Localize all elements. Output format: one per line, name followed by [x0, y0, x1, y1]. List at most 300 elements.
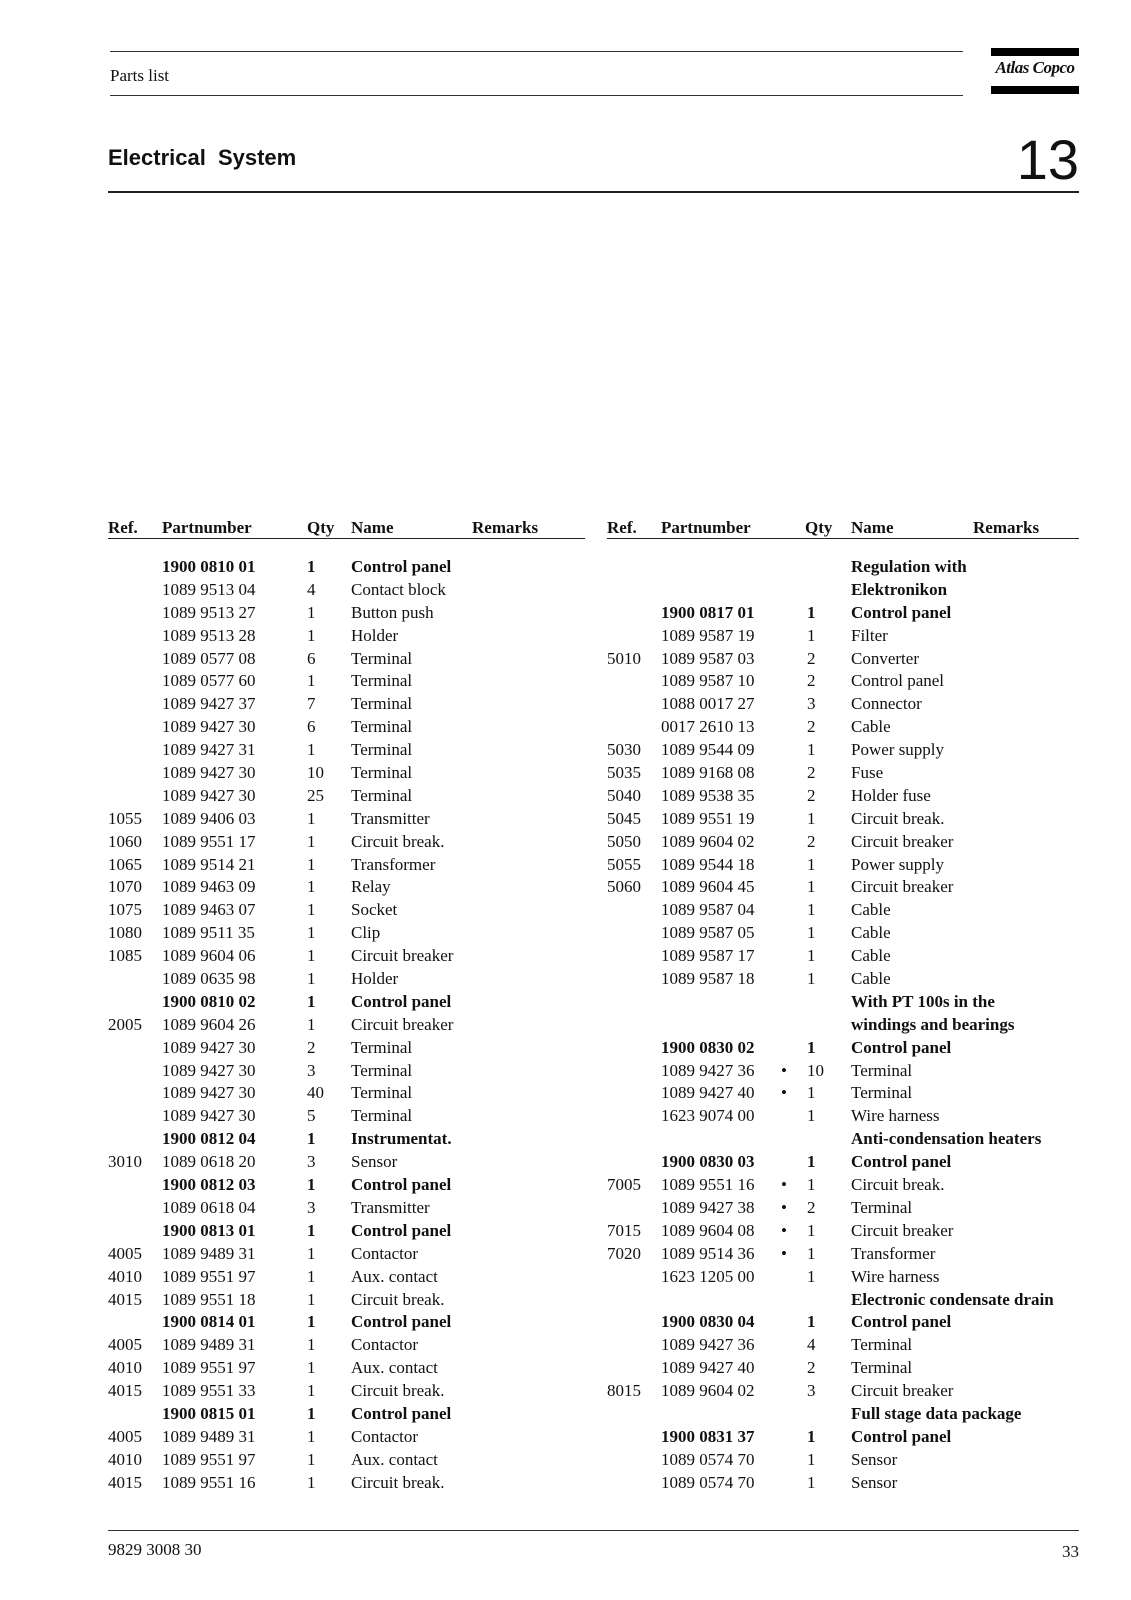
- qty-cell: 3: [807, 694, 816, 714]
- part-number-cell: 1623 9074 00: [661, 1106, 755, 1126]
- ref-cell: 7005: [607, 1175, 641, 1195]
- table-row: [108, 739, 585, 762]
- qty-cell: 1: [807, 740, 816, 760]
- part-number-cell: 1089 9427 30: [162, 1037, 256, 1057]
- ref-cell: 4005: [108, 1426, 142, 1446]
- part-number-cell: 1900 0813 01: [162, 1220, 256, 1240]
- name-cell: Circuit breaker: [351, 1014, 454, 1034]
- table-row: [607, 1289, 1079, 1312]
- table-row: [607, 831, 1079, 854]
- table-row: [607, 785, 1079, 808]
- table-row: [108, 1220, 585, 1243]
- part-number-cell: 1089 0618 04: [162, 1197, 256, 1217]
- part-number-cell: 1089 9538 35: [661, 785, 755, 805]
- table-header-left: [108, 514, 585, 539]
- header-bottom-rule: [110, 95, 963, 96]
- part-number-cell: 1089 9168 08: [661, 763, 755, 783]
- part-number-cell: 1089 9489 31: [162, 1335, 256, 1355]
- qty-cell: 1: [307, 969, 316, 989]
- name-cell: Sensor: [851, 1449, 898, 1469]
- name-cell: Aux. contact: [351, 1358, 438, 1378]
- name-cell: Instrumentat.: [351, 1129, 452, 1149]
- name-cell: Holder: [351, 625, 399, 645]
- table-row: [607, 1060, 1079, 1083]
- header-label: Parts list: [110, 66, 170, 85]
- name-cell: Power supply: [851, 854, 945, 874]
- ref-cell: 1075: [108, 900, 142, 920]
- part-number-cell: 1089 9587 18: [661, 969, 755, 989]
- name-cell: Circuit breaker: [851, 1381, 954, 1401]
- part-number-cell: 1089 9587 17: [661, 946, 755, 966]
- qty-cell: 1: [307, 671, 316, 691]
- qty-cell: 1: [307, 808, 316, 828]
- qty-cell: 1: [307, 1220, 316, 1240]
- name-cell: Terminal: [851, 1358, 913, 1378]
- table-row: [108, 556, 585, 579]
- part-number-cell: 1089 9463 09: [162, 877, 256, 897]
- part-number-cell: 1089 9514 21: [162, 854, 256, 874]
- name-cell: Holder: [351, 969, 399, 989]
- table-row: [108, 1403, 585, 1426]
- name-cell: Sensor: [351, 1152, 398, 1172]
- header-top-rule: [110, 51, 963, 52]
- qty-cell: 2: [807, 763, 816, 783]
- name-cell: Cable: [851, 717, 891, 737]
- qty-cell: 1: [807, 808, 816, 828]
- name-cell: Transformer: [851, 1243, 936, 1263]
- table-row: [108, 991, 585, 1014]
- table-row: [108, 1105, 585, 1128]
- col-part-header: Partnumber: [661, 518, 751, 537]
- name-cell: Power supply: [851, 740, 945, 760]
- table-row: [108, 1174, 585, 1197]
- name-cell: Cable: [851, 969, 891, 989]
- qty-cell: 2: [807, 831, 816, 851]
- name-cell: Filter: [851, 625, 888, 645]
- name-cell: Cable: [851, 923, 891, 943]
- table-row: [607, 1357, 1079, 1380]
- col-name-header: Name: [851, 518, 894, 537]
- table-row: [607, 1151, 1079, 1174]
- ref-cell: 1060: [108, 831, 142, 851]
- table-row: [607, 1334, 1079, 1357]
- part-number-cell: 1089 9513 04: [162, 579, 256, 599]
- name-cell: Circuit breaker: [851, 831, 954, 851]
- table-row: [108, 716, 585, 739]
- name-cell: Control panel: [851, 1037, 952, 1057]
- table-row: [607, 1266, 1079, 1289]
- table-row: [108, 602, 585, 625]
- parts-table-right: [607, 514, 1079, 1495]
- name-cell: Relay: [351, 877, 391, 897]
- qty-cell: 1: [807, 1220, 816, 1240]
- table-row: [607, 945, 1079, 968]
- qty-cell: 1: [307, 1426, 316, 1446]
- ref-cell: 5030: [607, 740, 641, 760]
- name-cell: Transmitter: [351, 1197, 430, 1217]
- name-cell: Circuit break.: [351, 1381, 445, 1401]
- qty-cell: 1: [807, 1426, 816, 1446]
- ref-cell: 3010: [108, 1152, 142, 1172]
- table-row: [108, 808, 585, 831]
- part-number-cell: 1089 9551 19: [661, 808, 755, 828]
- qty-cell: 1: [807, 923, 816, 943]
- table-row: [607, 602, 1079, 625]
- qty-cell: 2: [807, 648, 816, 668]
- table-row: [108, 693, 585, 716]
- table-row: [607, 1380, 1079, 1403]
- qty-cell: 1: [807, 602, 816, 622]
- table-row: [108, 1197, 585, 1220]
- qty-cell: 2: [807, 1197, 816, 1217]
- part-number-cell: 1089 9427 36: [661, 1335, 755, 1355]
- table-row: [607, 762, 1079, 785]
- qty-cell: 1: [307, 1403, 316, 1423]
- name-cell: Terminal: [351, 717, 413, 737]
- part-number-cell: 1089 9427 40: [661, 1358, 755, 1378]
- qty-cell: 1: [307, 1266, 316, 1286]
- part-number-cell: 1900 0830 04: [661, 1312, 755, 1332]
- col-ref-header: Ref.: [607, 518, 637, 537]
- table-row: [607, 899, 1079, 922]
- table-row: [108, 1357, 585, 1380]
- name-cell: Transformer: [351, 854, 436, 874]
- name-cell: Contact block: [351, 579, 446, 599]
- qty-cell: 1: [807, 900, 816, 920]
- part-number-cell: 0017 2610 13: [661, 717, 755, 737]
- part-number-cell: 1089 0577 60: [162, 671, 256, 691]
- qty-cell: 1: [307, 1472, 316, 1492]
- part-number-cell: 1900 0817 01: [661, 602, 755, 622]
- name-cell: Control panel: [351, 1220, 452, 1240]
- bullet-marker: •: [781, 1060, 787, 1080]
- ref-cell: 1055: [108, 808, 142, 828]
- ref-cell: 4010: [108, 1266, 142, 1286]
- part-number-cell: 1089 0574 70: [661, 1472, 755, 1492]
- table-row: [108, 1128, 585, 1151]
- part-number-cell: 1089 9427 36: [661, 1060, 755, 1080]
- qty-cell: 10: [307, 763, 324, 783]
- table-row: [607, 739, 1079, 762]
- table-row: [108, 899, 585, 922]
- ref-cell: 1080: [108, 923, 142, 943]
- table-row: [607, 808, 1079, 831]
- name-cell: Circuit breaker: [351, 946, 454, 966]
- parts-table-left: [108, 514, 585, 1495]
- name-cell: Terminal: [351, 1083, 413, 1103]
- part-number-cell: 1900 0810 02: [162, 991, 256, 1011]
- ref-cell: 5050: [607, 831, 641, 851]
- col-qty-header: Qty: [307, 518, 335, 537]
- qty-cell: 1: [307, 877, 316, 897]
- name-cell: Circuit break.: [351, 1472, 445, 1492]
- name-cell: Control panel: [851, 602, 952, 622]
- part-number-cell: 1900 0831 37: [661, 1426, 755, 1446]
- qty-cell: 1: [307, 740, 316, 760]
- part-number-cell: 1089 0577 08: [162, 648, 256, 668]
- part-number-cell: 1089 9513 28: [162, 625, 256, 645]
- qty-cell: 1: [307, 557, 316, 576]
- qty-cell: 1: [307, 1381, 316, 1401]
- qty-cell: 1: [307, 831, 316, 851]
- table-row: [108, 876, 585, 899]
- part-number-cell: 1089 9587 05: [661, 923, 755, 943]
- qty-cell: 1: [307, 1449, 316, 1469]
- part-number-cell: 1089 9587 19: [661, 625, 755, 645]
- name-cell: Circuit break.: [351, 1289, 445, 1309]
- name-cell: Terminal: [351, 763, 413, 783]
- part-number-cell: 1089 9587 03: [661, 648, 755, 668]
- part-number-cell: 1089 0574 70: [661, 1449, 755, 1469]
- part-number-cell: 1089 9427 30: [162, 785, 256, 805]
- part-number-cell: 1089 9551 16: [661, 1175, 755, 1195]
- ref-cell: 4005: [108, 1335, 142, 1355]
- table-row: [607, 693, 1079, 716]
- table-row: [108, 1472, 585, 1495]
- table-row: [607, 670, 1079, 693]
- table-row: [607, 922, 1079, 945]
- name-cell: Terminal: [851, 1197, 913, 1217]
- name-cell: Terminal: [351, 1037, 413, 1057]
- table-row: [108, 1014, 585, 1037]
- section-number: 13: [1016, 128, 1079, 191]
- qty-cell: 1: [807, 1472, 816, 1492]
- qty-cell: 1: [807, 877, 816, 897]
- table-row: [108, 762, 585, 785]
- name-cell: windings and bearings: [851, 1014, 1015, 1034]
- part-number-cell: 1089 9604 02: [661, 831, 755, 851]
- bullet-marker: •: [781, 1175, 787, 1195]
- ref-cell: 5060: [607, 877, 641, 897]
- qty-cell: 1: [307, 923, 316, 943]
- qty-cell: 6: [307, 717, 316, 737]
- name-cell: Control panel: [351, 557, 452, 576]
- part-number-cell: 1089 9463 07: [162, 900, 256, 920]
- logo-top-bar: [991, 48, 1079, 56]
- part-number-cell: 1089 9427 30: [162, 717, 256, 737]
- table-row: [607, 1174, 1079, 1197]
- table-row: [108, 1266, 585, 1289]
- table-row: [607, 1037, 1079, 1060]
- table-row: [607, 1311, 1079, 1334]
- ref-cell: 1065: [108, 854, 142, 874]
- qty-cell: 2: [307, 1037, 316, 1057]
- ref-cell: 5035: [607, 763, 641, 783]
- table-row: [607, 1449, 1079, 1472]
- part-number-cell: 1089 0618 20: [162, 1152, 256, 1172]
- name-cell: Control panel: [851, 671, 945, 691]
- qty-cell: 4: [307, 579, 316, 599]
- part-number-cell: 1089 9427 38: [661, 1197, 755, 1217]
- qty-cell: 1: [807, 1312, 816, 1332]
- part-number-cell: 1089 9587 10: [661, 671, 755, 691]
- part-number-cell: 1089 9587 04: [661, 900, 755, 920]
- qty-cell: 1: [307, 1175, 316, 1195]
- part-number-cell: 1088 0017 27: [661, 694, 755, 714]
- ref-cell: 1085: [108, 946, 142, 966]
- name-cell: Regulation with: [851, 557, 967, 576]
- table-row: [607, 991, 1079, 1014]
- part-number-cell: 1089 9427 40: [661, 1083, 755, 1103]
- table-row: [108, 1311, 585, 1334]
- qty-cell: 1: [307, 900, 316, 920]
- qty-cell: 2: [807, 717, 816, 737]
- qty-cell: 1: [807, 1266, 816, 1286]
- name-cell: Holder fuse: [851, 785, 931, 805]
- qty-cell: 3: [307, 1197, 316, 1217]
- name-cell: Fuse: [851, 763, 884, 783]
- name-cell: Terminal: [851, 1083, 913, 1103]
- qty-cell: 1: [807, 625, 816, 645]
- name-cell: Socket: [351, 900, 398, 920]
- col-remarks-header: Remarks: [472, 518, 539, 537]
- name-cell: Full stage data package: [851, 1403, 1022, 1423]
- name-cell: Anti-condensation heaters: [851, 1129, 1042, 1149]
- part-number-cell: 1089 9514 36: [661, 1243, 755, 1263]
- qty-cell: 1: [307, 1014, 316, 1034]
- qty-cell: 1: [807, 854, 816, 874]
- table-row: [108, 1426, 585, 1449]
- qty-cell: 6: [307, 648, 316, 668]
- ref-cell: 4015: [108, 1472, 142, 1492]
- name-cell: Terminal: [851, 1060, 913, 1080]
- qty-cell: 2: [807, 1358, 816, 1378]
- table-row: [607, 579, 1079, 602]
- qty-cell: 1: [807, 969, 816, 989]
- qty-cell: 25: [307, 785, 324, 805]
- part-number-cell: 1089 9604 45: [661, 877, 755, 897]
- table-row: [108, 648, 585, 671]
- part-number-cell: 1900 0815 01: [162, 1403, 256, 1423]
- bullet-marker: •: [781, 1220, 787, 1240]
- table-row: [108, 1243, 585, 1266]
- name-cell: Terminal: [351, 671, 413, 691]
- part-number-cell: 1089 9551 17: [162, 831, 256, 851]
- name-cell: Aux. contact: [351, 1266, 438, 1286]
- part-number-cell: 1089 9427 30: [162, 763, 256, 783]
- part-number-cell: 1089 9406 03: [162, 808, 256, 828]
- table-row: [108, 785, 585, 808]
- bullet-marker: •: [781, 1243, 787, 1263]
- name-cell: Circuit break.: [851, 1175, 945, 1195]
- ref-cell: 4015: [108, 1289, 142, 1309]
- table-row: [108, 968, 585, 991]
- ref-cell: 2005: [108, 1014, 142, 1034]
- name-cell: Circuit break.: [351, 831, 445, 851]
- table-row: [607, 968, 1079, 991]
- name-cell: Terminal: [351, 694, 413, 714]
- part-number-cell: 1089 9511 35: [162, 923, 255, 943]
- part-number-cell: 1900 0812 04: [162, 1129, 256, 1149]
- col-name-header: Name: [351, 518, 394, 537]
- part-number-cell: 1089 9427 30: [162, 1060, 256, 1080]
- atlas-copco-logo: [991, 48, 1079, 94]
- table-row: [607, 1220, 1079, 1243]
- ref-cell: 8015: [607, 1381, 641, 1401]
- qty-cell: 1: [307, 1358, 316, 1378]
- name-cell: Control panel: [851, 1312, 952, 1332]
- part-number-cell: 1089 9513 27: [162, 602, 256, 622]
- qty-cell: 7: [307, 694, 316, 714]
- table-row: [607, 1426, 1079, 1449]
- name-cell: Terminal: [351, 785, 413, 805]
- table-row: [607, 1197, 1079, 1220]
- qty-cell: 1: [807, 1037, 816, 1057]
- qty-cell: 1: [807, 1152, 816, 1172]
- ref-cell: 5045: [607, 808, 641, 828]
- ref-cell: 7020: [607, 1243, 641, 1263]
- ref-cell: 5040: [607, 785, 641, 805]
- part-number-cell: 1089 9604 26: [162, 1014, 256, 1034]
- ref-cell: 4010: [108, 1449, 142, 1469]
- table-row: [607, 556, 1079, 579]
- table-row: [607, 716, 1079, 739]
- part-number-cell: 1900 0810 01: [162, 557, 256, 576]
- table-row: [108, 854, 585, 877]
- name-cell: Control panel: [351, 1175, 452, 1195]
- name-cell: Terminal: [351, 740, 413, 760]
- ref-cell: 5055: [607, 854, 641, 874]
- qty-cell: 1: [307, 991, 316, 1011]
- qty-cell: 1: [307, 602, 316, 622]
- document-number: 9829 3008 30: [108, 1540, 202, 1559]
- qty-cell: 1: [807, 1243, 816, 1263]
- name-cell: Control panel: [851, 1152, 952, 1172]
- qty-cell: 1: [307, 1312, 316, 1332]
- part-number-cell: 1089 9604 06: [162, 946, 256, 966]
- qty-cell: 5: [307, 1106, 316, 1126]
- qty-cell: 10: [807, 1060, 824, 1080]
- part-number-cell: 1089 9604 02: [661, 1381, 755, 1401]
- part-number-cell: 1089 9551 33: [162, 1381, 256, 1401]
- logo-bottom-bar: [991, 86, 1079, 94]
- table-row: [108, 1151, 585, 1174]
- table-header-right: [607, 514, 1079, 539]
- table-row: [607, 1403, 1079, 1426]
- table-body-left: [108, 556, 585, 1495]
- qty-cell: 1: [807, 1106, 816, 1126]
- qty-cell: 1: [307, 1289, 316, 1309]
- col-remarks-header: Remarks: [973, 518, 1040, 537]
- name-cell: Circuit break.: [851, 808, 945, 828]
- part-number-cell: 1089 9551 18: [162, 1289, 256, 1309]
- ref-cell: 7015: [607, 1220, 641, 1240]
- bullet-marker: •: [781, 1083, 787, 1103]
- table-row: [607, 625, 1079, 648]
- name-cell: Wire harness: [851, 1106, 940, 1126]
- ref-cell: 4015: [108, 1381, 142, 1401]
- name-cell: Terminal: [351, 1060, 413, 1080]
- ref-cell: 5010: [607, 648, 641, 668]
- section-rule: [108, 191, 1079, 193]
- qty-cell: 3: [307, 1152, 316, 1172]
- bullet-marker: •: [781, 1197, 787, 1217]
- name-cell: Button push: [351, 602, 434, 622]
- qty-cell: 2: [807, 671, 816, 691]
- qty-cell: 3: [307, 1060, 316, 1080]
- table-row: [108, 1289, 585, 1312]
- table-row: [607, 1472, 1079, 1495]
- part-number-cell: 1089 9551 97: [162, 1449, 256, 1469]
- qty-cell: 1: [307, 1129, 316, 1149]
- name-cell: Circuit breaker: [851, 877, 954, 897]
- table-row: [607, 1243, 1079, 1266]
- name-cell: Aux. contact: [351, 1449, 438, 1469]
- part-number-cell: 1089 9427 31: [162, 740, 256, 760]
- table-row: [607, 1105, 1079, 1128]
- part-number-cell: 1623 1205 00: [661, 1266, 755, 1286]
- part-number-cell: 1089 9551 16: [162, 1472, 256, 1492]
